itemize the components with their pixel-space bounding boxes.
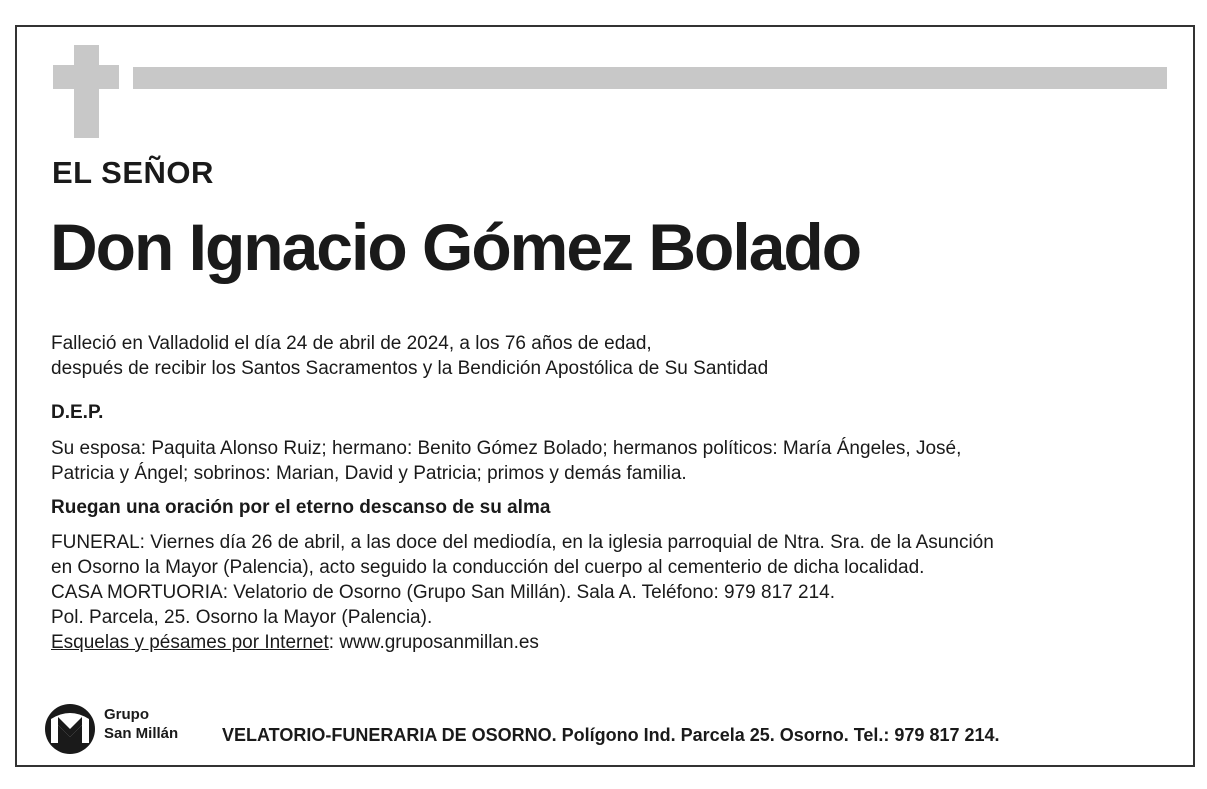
funeral-line-1: FUNERAL: Viernes día 26 de abril, a las doce del mediodía, en la iglesia parroquial de Ntra. Sra. de la Asunción: [51, 532, 994, 553]
logo-text: [104, 705, 178, 743]
internet-link[interactable]: Esquelas y pésames por Internet: [51, 632, 329, 653]
obituary-frame: [15, 25, 1195, 767]
header-rule: [133, 67, 1167, 89]
heading: EL SEÑOR: [52, 155, 214, 190]
cross-icon: [74, 45, 99, 138]
deceased-name: Don Ignacio Gómez Bolado: [50, 210, 861, 284]
internet-url: : www.gruposanmillan.es: [328, 632, 539, 653]
san-millan-logo-icon: [44, 703, 96, 755]
family-line-1: Su esposa: Paquita Alonso Ruiz; hermano: Benito Gómez Bolado; hermanos políticos: María Ángeles, José,: [51, 438, 962, 459]
family-line-2: Patricia y Ángel; sobrinos: Marian, David y Patricia; primos y demás familia.: [51, 463, 687, 484]
logo-line-2: San Millán: [104, 725, 179, 742]
casa-line-1: CASA MORTUORIA: Velatorio de Osorno (Grupo San Millán). Sala A. Teléfono: 979 817 214.: [51, 582, 835, 603]
footer-address: VELATORIO-FUNERARIA DE OSORNO. Polígono Ind. Parcela 25. Osorno. Tel.: 979 817 214.: [222, 725, 1000, 745]
death-line-2: después de recibir los Santos Sacramentos y la Bendición Apostólica de Su Santidad: [51, 358, 769, 379]
prayer-line: Ruegan una oración por el eterno descanso de su alma: [51, 497, 551, 518]
internet-line: [51, 630, 539, 655]
death-line-1: Falleció en Valladolid el día 24 de abril de 2024, a los 76 años de edad,: [51, 333, 652, 354]
cross-icon-arm: [53, 65, 119, 89]
funeral-line-2: en Osorno la Mayor (Palencia), acto seguido la conducción del cuerpo al cementerio de dicha localidad.: [51, 557, 925, 578]
logo-line-1: Grupo: [104, 706, 149, 723]
casa-line-2: Pol. Parcela, 25. Osorno la Mayor (Palencia).: [51, 607, 433, 628]
dep-label: D.E.P.: [51, 402, 104, 423]
